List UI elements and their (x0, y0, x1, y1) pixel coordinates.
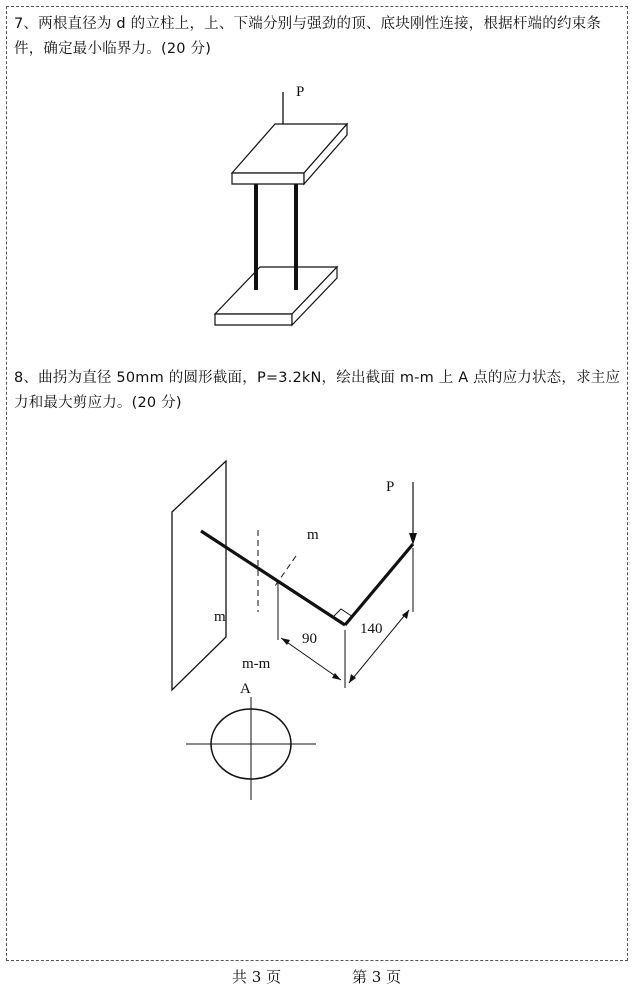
dimension-140: 140 (360, 621, 383, 637)
q7-load-label: P (296, 84, 305, 100)
point-a-label: A (240, 681, 251, 697)
question-7-text: 7、两根直径为 d 的立柱上，上、下端分别与强劲的顶、底块刚性连接，根据杆端的约束条件，确定最小临界力。(20 分) (14, 16, 602, 57)
load-arrow-icon (409, 533, 417, 545)
crank-arm-140 (345, 544, 413, 625)
fixed-wall (172, 461, 226, 690)
section-mark-top: m (307, 527, 319, 543)
section-mark-bottom: m (214, 609, 226, 625)
section-label: m-m (242, 656, 271, 672)
q8-load-label: P (386, 479, 395, 495)
footer-page-number: 第 3 页 (352, 968, 402, 986)
footer-total-pages: 共 3 页 (232, 968, 282, 986)
question-8-text: 8、曲拐为直径 50mm 的圆形截面，P=3.2kN，绘出截面 m-m 上 A 点的应力状态，求主应力和最大剪应力。(20 分) (14, 370, 621, 411)
dimension-90: 90 (302, 631, 317, 647)
